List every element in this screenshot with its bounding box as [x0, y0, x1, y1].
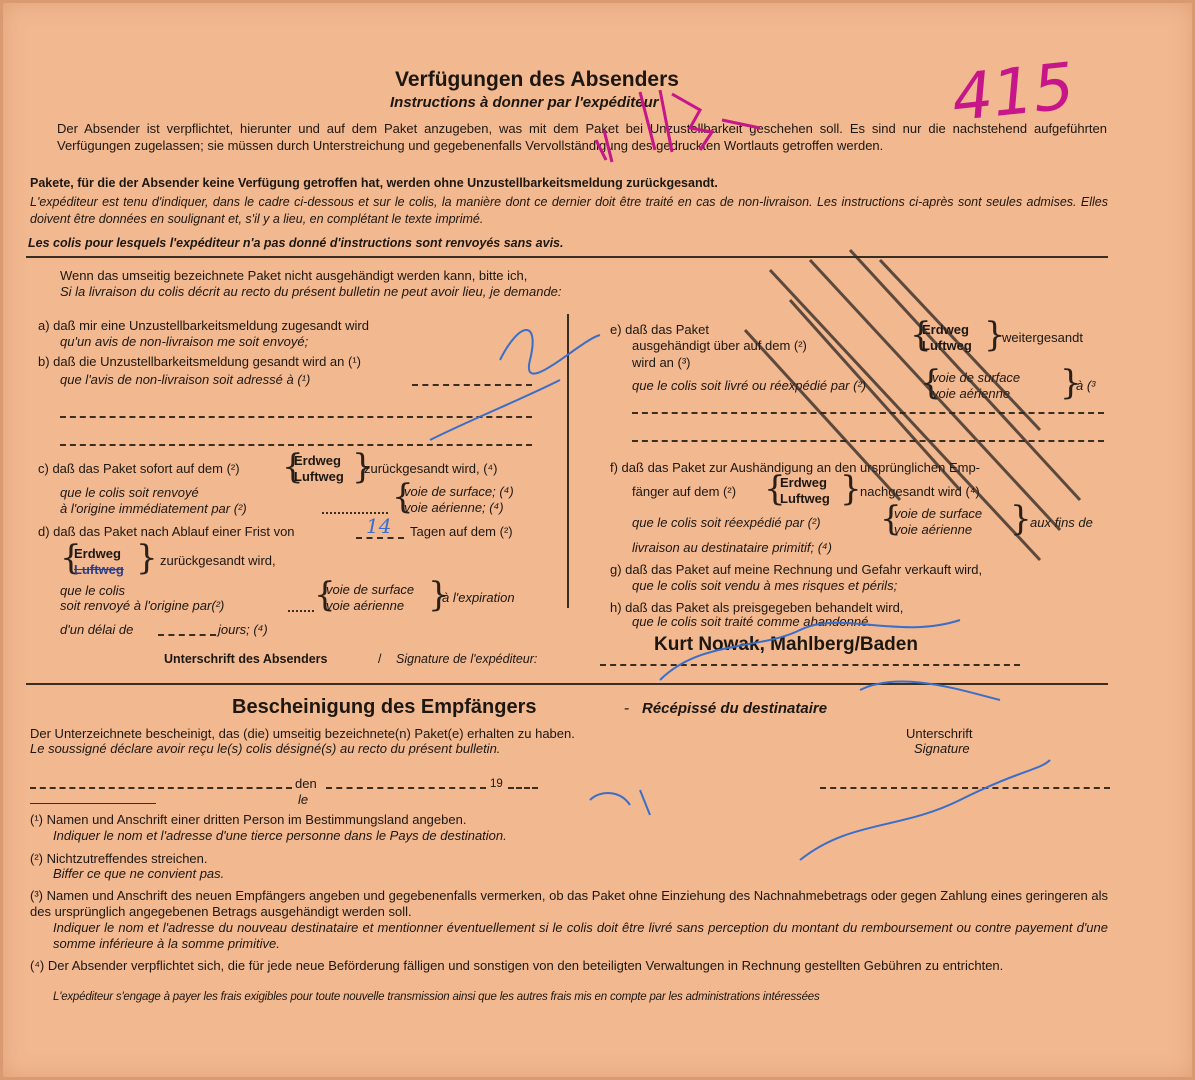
sender-signature-line[interactable] — [600, 664, 1020, 666]
receipt-text-de: Der Unterzeichnete bescheinigt, das (die) umseitig bezeichnete(n) Paket(e) erhalten zu haben. — [30, 726, 575, 741]
receipt-title-de: Bescheinigung des Empfängers — [232, 696, 537, 718]
option-f-fr5: livraison au destinataire primitif; (⁴) — [632, 540, 832, 555]
footnote-2-de: (²) Nichtzutreffendes streichen. — [30, 851, 208, 866]
option-e-de4: weitergesandt — [1002, 330, 1083, 345]
brace-f-close: } — [840, 469, 862, 509]
footnote-3-fr: Indiquer le nom et l'adresse du nouveau destinataire et mentionner éventuellement si le colis doit être livré sans perception du montant du remboursement ou contre payement d'une somme inférieure à la somme primitive. — [53, 920, 1108, 951]
option-b-address-line-3[interactable] — [60, 444, 532, 446]
option-d-erdweg: Erdweg — [74, 546, 121, 561]
divider-middle — [26, 683, 1108, 685]
option-f-fr1: que le colis soit réexpédié par (²) — [632, 515, 821, 530]
column-divider — [567, 314, 569, 608]
option-d-de3: zurückgesandt wird, — [160, 553, 276, 568]
footnote-2-fr: Biffer ce que ne convient pas. — [53, 866, 225, 881]
receipt-le: le — [298, 792, 309, 807]
brace-c: { — [282, 447, 304, 487]
option-g-de: g) daß das Paket auf meine Rechnung und Gefahr verkauft wird, — [610, 562, 983, 577]
option-d-delay-line[interactable] — [158, 634, 216, 636]
option-e-address-line-1[interactable] — [632, 412, 1104, 414]
option-c-erdweg: Erdweg — [294, 453, 341, 468]
intro-fr-bold: Les colis pour lesquels l'expéditeur n'a pas donné d'instructions sont renvoyés sans avis. — [28, 236, 564, 250]
sender-signature-label-de: Unterschrift des Absenders — [164, 652, 328, 666]
brace-e-close: } — [984, 315, 1006, 355]
option-h-fr: que le colis soit traité comme abandonné. — [632, 614, 872, 629]
receipt-signature-label-fr: Signature — [914, 741, 970, 756]
brace-e: { — [910, 315, 932, 355]
brace-f-fr: { — [880, 499, 902, 539]
option-e-fr3: voie aérienne — [932, 386, 1011, 401]
option-b-de: b) daß die Unzustellbarkeitsmeldung gesandt wird an (¹) — [38, 354, 361, 369]
footnote-1-fr: Indiquer le nom et l'adresse d'une tierce personne dans le Pays de destination. — [53, 828, 507, 843]
option-c-fr1: que le colis soit renvoyé — [60, 485, 199, 500]
request-de: Wenn das umseitig bezeichnete Paket nicht ausgehändigt werden kann, bitte ich, — [60, 268, 528, 283]
brace-d-fr-close: } — [428, 575, 450, 615]
option-b-address-line-1[interactable] — [412, 384, 532, 386]
option-c-fr2: à l'origine immédiatement par (²) — [60, 501, 247, 516]
option-f-fr3: voie aérienne — [894, 522, 973, 537]
option-e-erdweg: Erdweg — [922, 322, 969, 337]
option-c-fr4: voie aérienne; (⁴) — [404, 500, 504, 515]
receipt-den: den — [295, 776, 317, 791]
sender-stamp: Kurt Nowak, Mahlberg/Baden — [654, 634, 918, 655]
option-d-fr2: soit renvoyé à l'origine par(²) — [60, 598, 225, 613]
receipt-signature-line[interactable] — [820, 787, 1110, 789]
footnote-4-fr: L'expéditeur s'engage à payer les frais exigibles pour toute nouvelle transmission ainsi que les autres frais mis en compte par les administrations intéressées — [53, 991, 820, 1003]
brace-d: { — [60, 538, 82, 578]
blue-ink-signature-icon — [430, 330, 1050, 860]
receipt-year-line[interactable] — [508, 787, 538, 789]
footnote-3-de: (³) Namen und Anschrift des neuen Empfängers angeben und gegebenenfalls vermerken, ob das Paket ohne Einziehung des Nachnahmebetrags oder gegen Zahlung eines geringeren als des ursprünglich angegebenen Betrags ausgehändigt werden soll. — [30, 888, 1108, 919]
option-b-address-line-2[interactable] — [60, 416, 532, 418]
receipt-signature-label-de: Unterschrift — [906, 726, 973, 741]
option-d-luftweg-struck: Luftweg — [74, 562, 124, 577]
brace-d-close: } — [136, 538, 158, 578]
option-d-fr5: à l'expiration — [442, 590, 515, 605]
receipt-title-fr: Récépissé du destinataire — [642, 700, 828, 717]
parcel-card: Verfügungen des Absenders Instructions à donner par l'expéditeur Der Absender ist verpflichtet, hierunter und auf dem Paket anzugeben, was mit dem Paket bei Unzustellbarkeit geschehen soll. Es sind nur die nachstehend aufgeführten Verfügungen zugelassen; sie müssen durch Unterstreichung und gegebenenfalls Vervollständigung des gedruckten Wortlauts getroffen werden. Pakete, für die der Absender keine Verfügung getroffen hat, werden ohne Unzustellbarkeitsmeldung zurückgesandt. L'expéditeur est tenu d'indiquer, dans le cadre ci-dessous et sur le colis, la manière dont ce dernier doit être traité en cas de non-livraison. Les instructions ci-après sont seules admises. Elles doivent être données en soulignant et, s'il y a lieu, en complétant le texte imprimé. Les colis pour lesquels l'expéditeur n'a pas donné d'instructions sont renvoyés sans avis. Wenn das umseitig bezeichnete Paket nicht ausgehändigt werden kann, bitte ich, Si la livraison du colis décrit au recto du présent bulletin ne peut avoir lieu, je demande: a) daß mir eine Unzustellbarkeitsmeldung zugesandt wird qu'un avis de non-livraison me soit envoyé; b) daß die Unzustellbarkeitsmeldung gesandt wird an (¹) que l'avis de non-livraison soit adressé à (¹) c) daß das Paket sofort auf dem (²) { Erdweg Luftweg } zurückgesandt wird, (⁴) que le colis soit renvoyé à l'origine immédiatement par (²) { voie de surface; (⁴) voie aérienne; (⁴) d) daß das Paket nach Ablauf einer Frist von 14 Tagen auf dem (²) { Erdweg Luftweg } zurückgesandt wird, que le colis soit renvoyé à l'origine par(²) { voie de surface voie aérienne } à l'expiration d'un délai de jours; (⁴) e) daß das Paket ausgehändigt über auf dem (²) wird an (³) { Erdweg Luftweg } weitergesandt que le colis soit livré ou réexpédié par (²) { voie de surface voie aérienne } à (³ f) daß das Paket zur Aushändigung an den ursprünglichen Emp- fänger auf dem (²) { Erdweg Luftweg } nachgesandt wird (⁴) que le colis soit réexpédié par (²) { voie de surface voie aérienne } aux fins de livraison au destinataire primitif; (⁴) g) daß das Paket auf meine Rechnung und Gefahr verkauft wird, que le colis soit vendu à mes risques et périls; h) daß das Paket als preisgegeben behandelt wird, que le colis soit traité comme abandonné. Kurt Nowak, Mahlberg/Baden Unterschrift des Absenders / Signature de l'expéditeur: Bescheinigung des Empfängers - Récépissé du destinataire Der Unterzeichnete bescheinigt, das (die) umseitig bezeichnete(n) Paket(e) erhalten zu haben. Le soussigné déclare avoir reçu le(s) colis désigné(s) au recto du présent bulletin. Unterschrift Signature den le 19 (¹) Namen und Anschrift einer dritten Person im Bestimmungsland angeben. Indiquer le nom et l'adresse d'une tierce personne dans le Pays de destination. (²) Nichtzutreffendes streichen. Biffer ce que ne convient pas. (³) Namen und Anschrift des neuen Empfängers angeben und gegebenenfalls vermerken, ob das Paket ohne Einziehung des Nachnahmebetrags oder gegen Zahlung eines geringeren als des ursprünglich angegebenen Betrags ausgehändigt werden soll. Indiquer le nom et l'adresse du nouveau destinataire et mentionner éventuellement si le colis doit être livré sans perception du montant du remboursement ou contre payement d'une somme inférieure à la somme primitive. (⁴) Der Absender verpflichtet sich, die für jede neue Beförderung fälligen und sonstigen von den beteiligten Verwaltungen in Rechnung gestellten Gebühren zu entrichten. L'expéditeur s'engage à payer les frais exigibles pour toute nouvelle transmission ainsi que les autres frais mis en compte par les administrations intéressées 415 — [0, 0, 1195, 1080]
option-f-de1: f) daß das Paket zur Aushändigung an den ursprünglichen Emp- — [610, 460, 981, 475]
brace-e-fr-close: } — [1060, 363, 1082, 403]
brace-d-fr: { — [314, 575, 336, 615]
option-f-fr4: aux fins de — [1030, 515, 1093, 530]
footnote-rule — [30, 803, 156, 804]
title-fr: Instructions à donner par l'expéditeur — [390, 94, 659, 111]
handwritten-red-number: 415 — [948, 49, 1078, 137]
option-e-de3: wird an (³) — [632, 355, 691, 370]
option-e-fr4: à (³ — [1076, 378, 1096, 393]
option-f-de2: fänger auf dem (²) — [632, 484, 737, 499]
footnote-4-de: (⁴) Der Absender verpflichtet sich, die für jede neue Beförderung fälligen und sonstigen von den beteiligten Verwaltungen in Rechnung gestellten Gebühren zu entrichten. — [30, 958, 1004, 973]
receipt-year: 19 — [490, 778, 503, 790]
option-d-fr4: voie aérienne — [326, 598, 405, 613]
receipt-place-line[interactable] — [30, 787, 292, 789]
brace-c-fr: { — [392, 477, 414, 517]
option-e-de2: ausgehändigt über auf dem (²) — [632, 338, 807, 353]
option-c-de2: zurückgesandt wird, (⁴) — [364, 461, 498, 476]
option-f-de3: nachgesandt wird (⁴) — [860, 484, 980, 499]
sender-signature-label-fr: Signature de l'expéditeur: — [396, 652, 538, 666]
brace-e-fr: { — [920, 363, 942, 403]
receipt-title-sep: - — [624, 700, 630, 717]
option-h-de: h) daß das Paket als preisgegeben behandelt wird, — [610, 600, 904, 615]
footnote-1-de: (¹) Namen und Anschrift einer dritten Person im Bestimmungsland angeben. — [30, 812, 467, 827]
receipt-text-fr: Le soussigné déclare avoir reçu le(s) colis désigné(s) au recto du présent bulletin. — [30, 741, 501, 756]
option-e-luftweg: Luftweg — [922, 338, 972, 353]
option-f-erdweg: Erdweg — [780, 475, 827, 490]
option-d-fr7: jours; (⁴) — [218, 622, 268, 637]
option-a-de: a) daß mir eine Unzustellbarkeitsmeldung zugesandt wird — [38, 318, 369, 333]
brace-c-close: } — [352, 447, 374, 487]
option-c-luftweg: Luftweg — [294, 469, 344, 484]
option-f-luftweg: Luftweg — [780, 491, 830, 506]
option-c-fr3: voie de surface; (⁴) — [404, 484, 514, 499]
option-d-de2: Tagen auf dem (²) — [410, 524, 513, 539]
receipt-date-line[interactable] — [326, 787, 486, 789]
option-d-fr1: que le colis — [60, 583, 126, 598]
option-d-days-handwritten: 14 — [366, 514, 392, 538]
option-f-fr2: voie de surface — [894, 506, 983, 521]
option-e-address-line-2[interactable] — [632, 440, 1104, 442]
intro-de-paragraph: Der Absender ist verpflichtet, hierunter und auf dem Paket anzugeben, was mit dem Paket bei Unzustellbarkeit geschehen soll. Es sind nur die nachstehend aufgeführten Verfügungen zugelassen; sie müssen durch Unterstreichung und gegebenenfalls Vervollständigung des gedruckten Wortlauts getroffen werden. — [57, 121, 1107, 153]
intro-de-bold: Pakete, für die der Absender keine Verfügung getroffen hat, werden ohne Unzustellbarkeitsmeldung zurückgesandt. — [30, 176, 718, 190]
intro-fr-paragraph: L'expéditeur est tenu d'indiquer, dans le cadre ci-dessous et sur le colis, la manière dont ce dernier doit être traité en cas de non-livraison. Les instructions ci-après sont seules admises. Elles doivent être données en soulignant et, s'il y a lieu, en complétant le texte imprimé. — [30, 195, 1108, 226]
option-g-fr: que le colis soit vendu à mes risques et périls; — [632, 578, 898, 593]
option-e-fr1: que le colis soit livré ou réexpédié par (²) — [632, 378, 867, 393]
divider-top — [26, 256, 1108, 258]
option-d-dots — [288, 610, 314, 612]
brace-f-fr-close: } — [1010, 499, 1032, 539]
option-d-fr3: voie de surface — [326, 582, 415, 597]
option-d-de: d) daß das Paket nach Ablauf einer Frist von — [38, 524, 295, 539]
brace-f: { — [764, 469, 786, 509]
option-e-fr2: voie de surface — [932, 370, 1021, 385]
option-e-de1: e) daß das Paket — [610, 322, 709, 337]
option-a-fr: qu'un avis de non-livraison me soit envoyé; — [60, 334, 309, 349]
option-c-de: c) daß das Paket sofort auf dem (²) — [38, 461, 240, 476]
request-fr: Si la livraison du colis décrit au recto du présent bulletin ne peut avoir lieu, je demande: — [60, 284, 562, 299]
option-d-fr6: d'un délai de — [60, 622, 134, 637]
option-b-fr: que l'avis de non-livraison soit adressé à (¹) — [60, 372, 311, 387]
title-de: Verfügungen des Absenders — [395, 68, 679, 91]
